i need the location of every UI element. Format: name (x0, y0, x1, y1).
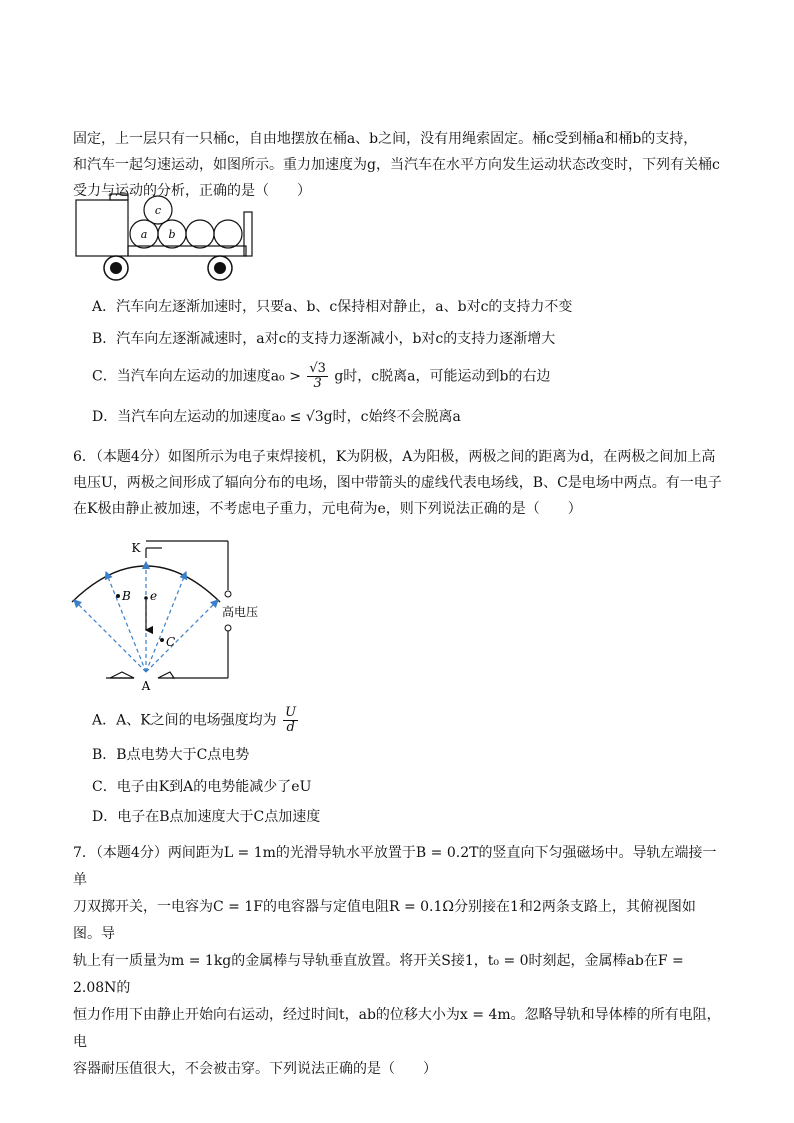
q5-option-c-denominator: 3 (313, 376, 322, 391)
q7-stem (73, 840, 723, 1083)
q6-option-c: C．电子由K到A的电势能减少了eU (92, 779, 312, 795)
q6-option-a-denominator: d (286, 720, 295, 735)
label-e: e (150, 589, 158, 603)
anode-left (110, 672, 134, 678)
q5-option-c-pre: C．当汽车向左运动的加速度a₀ > (92, 368, 301, 385)
barrel-c-label: c (154, 204, 162, 217)
barrel-a-label: a (140, 228, 148, 241)
q6-stem (73, 444, 723, 522)
barrel-3 (186, 220, 214, 248)
q6-option-d: D．电子在B点加速度大于C点加速度 (92, 809, 321, 825)
q7-line-5: 容器耐压值很大，不会被击穿。下列说法正确的是（ ） (73, 1061, 437, 1077)
electron-welder-figure (62, 538, 282, 694)
q6-line-3: 在K极由静止被加速，不考虑电子重力，元电荷为e，则下列说法正确的是（ ） (73, 501, 582, 517)
q5-line-2: 和汽车一起匀速运动，如图所示。重力加速度为g，当汽车在水平方向发生运动状态改变时，下列有关桶c (73, 157, 720, 173)
label-b: B (122, 589, 131, 603)
q5-line-3: 受力与运动的分析，正确的是（ ） (73, 183, 311, 199)
truck-wheels (104, 256, 232, 280)
truck-cab (76, 200, 128, 256)
truck-barrels-figure (70, 192, 260, 284)
q6-option-b: B．B点电势大于C点电势 (92, 747, 250, 763)
label-k: K (131, 541, 141, 555)
truck-tailgate (244, 212, 252, 256)
truck-cab-top (110, 194, 128, 200)
q5-option-c-post: g时，c脱离a，可能运动到b的右边 (334, 368, 551, 385)
point-b-dot (116, 594, 120, 598)
q5-option-c (92, 362, 722, 391)
q5-option-c-numerator: √3 (309, 361, 326, 376)
q6-option-a-fraction (283, 706, 298, 735)
q6-line-2: 电压U，两极之间形成了辐向分布的电场，图中带箭头的虚线代表电场线，B、C是电场中两点。有一电子 (73, 475, 722, 491)
q7-line-1: 7．（本题4分）两间距为L = 1m的光滑导轨水平放置于B = 0.2T的竖直向下匀强磁场中。导轨左端接一单 (73, 845, 717, 888)
q5-option-b: B．汽车向左逐渐减速时，a对c的支持力逐渐减小，b对c的支持力逐渐增大 (92, 331, 556, 347)
point-c-dot (160, 638, 164, 642)
barrel-4 (214, 220, 242, 248)
q7-line-2: 刀双掷开关，一电容为C = 1F的电容器与定值电阻R = 0.1Ω分别接在1和2两条支路上，其俯视图如图。导 (73, 899, 696, 942)
barrel-b-label: b (168, 228, 176, 241)
label-high-voltage: 高电压 (222, 605, 259, 619)
anode-right (158, 672, 174, 678)
q7-line-3: 轨上有一质量为m = 1kg的金属棒与导轨垂直放置。将开关S接1，t₀ = 0时刻起，金属棒ab在F = 2.08N的 (73, 953, 684, 996)
q5-option-d: D．当汽车向左运动的加速度a₀ ≤ √3g时，c始终不会脱离a (92, 409, 461, 425)
q6-option-a-numerator: U (285, 705, 297, 720)
q5-option-a: A．汽车向左逐渐加速时，只要a、b、c保持相对静止，a、b对c的支持力不变 (92, 299, 573, 315)
q7-line-4: 恒力作用下由静止开始向右运动，经过时间t，ab的位移大小为x = 4m。忽略导轨和导体棒的所有电阻，电 (73, 1007, 721, 1050)
q6-line-1: 6．（本题4分）如图所示为电子束焊接机，K为阴极，A为阳极，两极之间的距离为d，在两极之间加上高 (73, 449, 716, 465)
label-a: A (141, 679, 151, 693)
q6-option-a (92, 706, 722, 735)
label-c: C (166, 635, 176, 649)
q5-option-c-fraction (307, 362, 328, 391)
q5-line-1: 固定，上一层只有一只桶c，自由地摆放在桶a、b之间，没有用绳索固定。桶c受到桶a和桶b的支持， (73, 131, 698, 147)
q6-option-a-pre: A．A、K之间的电场强度均为 (92, 712, 277, 729)
